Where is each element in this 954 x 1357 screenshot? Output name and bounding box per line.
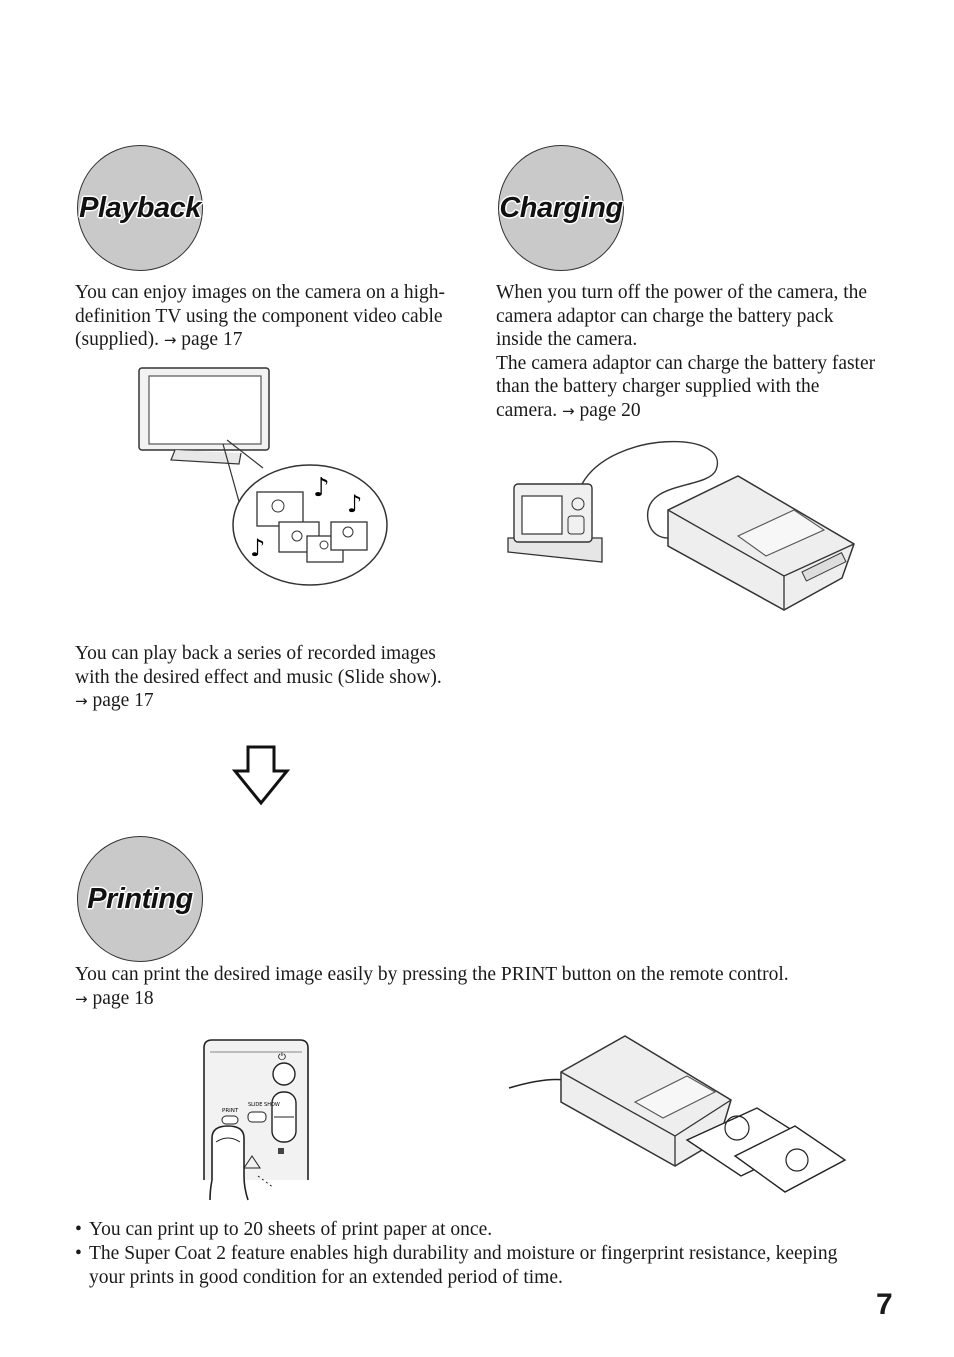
playback-badge	[77, 145, 203, 271]
camera-adaptor-illustration	[502, 440, 862, 615]
charging-para-1: When you turn off the power of the camera, the camera adaptor can charge the battery pack inside the camera.	[496, 282, 868, 351]
playback-title: Playback	[79, 191, 201, 224]
printer-illustration	[505, 1030, 855, 1200]
printing-text: You can print the desired image easily by pressing the PRINT button on the remote control. → page 18	[75, 964, 789, 1009]
power-icon: ⏻	[278, 1052, 286, 1063]
charging-ref: → page 20	[562, 399, 641, 421]
charging-title: Charging	[499, 191, 623, 224]
page-number: 7	[876, 1288, 893, 1321]
printing-bullets	[75, 1218, 855, 1290]
svg-text:♪: ♪	[250, 534, 266, 562]
arrow-right-icon: →	[562, 401, 575, 420]
svg-text:♪: ♪	[347, 490, 363, 518]
remote-control-illustration	[198, 1038, 318, 1203]
arrow-right-icon: →	[75, 989, 88, 1008]
remote-slide-label: SLIDE SHOW	[248, 1102, 280, 1108]
printing-title: Printing	[87, 882, 193, 915]
down-arrow-icon	[231, 745, 291, 807]
remote-print-label: PRINT	[222, 1108, 239, 1114]
arrow-right-icon: →	[163, 331, 177, 350]
playback-text-2: You can play back a series of recorded images with the desired effect and music (Slide show). → page 17	[75, 643, 442, 712]
playback-ref-1: → page 17	[163, 329, 243, 351]
tv-illustration	[135, 360, 395, 590]
arrow-right-icon: →	[75, 692, 88, 711]
list-item: • The Super Coat 2 feature enables high durability and moisture or fingerprint resistance, keeping your prints in good condition for an extended period of time.	[75, 1242, 855, 1290]
charging-text	[496, 281, 876, 424]
printing-ref: → page 18	[75, 987, 154, 1009]
playback-ref-2: → page 17	[75, 690, 154, 712]
list-item: • You can print up to 20 sheets of print paper at once.	[75, 1218, 855, 1242]
printing-badge	[77, 836, 203, 962]
charging-para-2: The camera adaptor can charge the battery faster than the battery charger supplied with the camera. → page 20	[496, 352, 876, 421]
playback-text-1: You can enjoy images on the camera on a high-definition TV using the component video cable (supplied). → page 17	[75, 282, 446, 351]
svg-text:♪: ♪	[313, 473, 330, 503]
charging-badge	[498, 145, 624, 271]
